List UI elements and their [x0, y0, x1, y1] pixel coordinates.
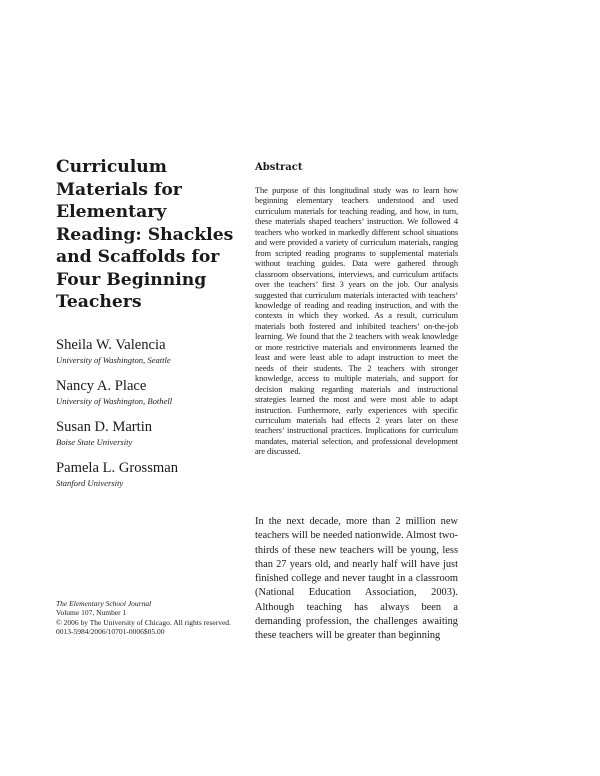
author-name: Susan D. Martin — [56, 418, 153, 435]
journal-copyright: © 2006 by The University of Chicago. All rights reserved. — [56, 617, 231, 627]
author-entry — [56, 377, 246, 407]
author-affiliation: University of Washington, Seattle — [56, 354, 171, 365]
author-list — [56, 336, 246, 489]
title-author-column — [56, 156, 246, 500]
journal-name: The Elementary School Journal — [56, 599, 152, 608]
journal-issn: 0013-5984/2006/10701-0006$05.00 — [56, 626, 165, 636]
author-entry — [56, 459, 246, 489]
journal-volume: Volume 107, Number 1 — [56, 608, 127, 618]
author-name: Sheila W. Valencia — [56, 336, 166, 353]
author-entry — [56, 418, 246, 448]
article-title: Curriculum Materials for Elementary Reading: Shackles and Scaffolds for Four Beginning Teachers — [56, 157, 234, 312]
author-affiliation: Stanford University — [56, 477, 124, 488]
abstract-text: The purpose of this longitudinal study was to learn how beginning elementary teachers understood and used curriculum materials for teaching reading, and how, in turn, these materials shaped teachers’ instruction. We followed 4 teachers who worked in markedly different school situations and were provided a variety of curriculum materials, ranging from scripted reading programs to supplemental materials without teaching guides. Data were gathered through classroom observations, interviews, and curriculum artifacts over the teachers’ first 3 years on the job. Our analysis suggested that curriculum materials interacted with teachers’ knowledge of reading and reading instruction, and with the contexts in which they worked. As a result, curriculum materials both fostered and inhibited teachers’ on-the-job learning. We found that the 2 teachers with weak knowledge or more restrictive materials and environments learned the least and were least able to adapt instruction to meet the needs of their students. The 2 teachers with stronger knowledge, access to multiple materials, and support for decision making regarding materials and instructional strategies learned the most and were most able to adapt instruction. Furthermore, early experiences with specific curriculum materials had effects 2 years later on these teachers’ instructional practices. Implications for curriculum mandates, material selection, and professional development are discussed. — [255, 185, 458, 457]
author-name: Pamela L. Grossman — [56, 459, 178, 476]
author-name: Nancy A. Place — [56, 377, 147, 394]
abstract-heading: Abstract — [255, 162, 303, 173]
author-affiliation: University of Washington, Bothell — [56, 395, 173, 406]
abstract-section — [255, 162, 458, 457]
journal-footer — [56, 599, 271, 636]
author-affiliation: Boise State University — [56, 436, 133, 447]
body-paragraph: In the next decade, more than 2 million new teachers will be needed nationwide. Almost two-thirds of these new teachers will be young, less than 27 years old, and nearly half will have just finished college and never taught in a classroom (National Education Association, 2003). Although teaching has always been a demanding profession, the challenges awaiting these teachers will be greater than beginning — [255, 516, 458, 642]
author-entry — [56, 336, 246, 366]
